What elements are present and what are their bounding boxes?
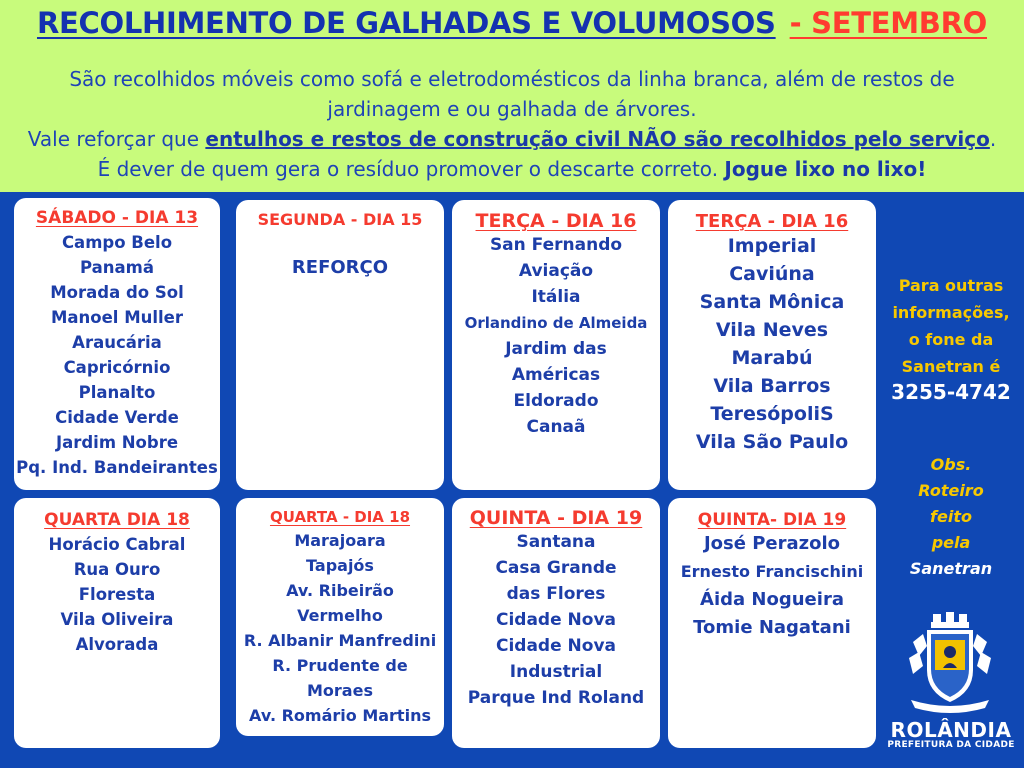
card-title: TERÇA - DIA 16	[475, 210, 637, 232]
intro-text	[0, 64, 1024, 184]
list-item: Pq. Ind. Bandeirantes	[16, 458, 218, 477]
list-item: Aviação	[518, 261, 594, 281]
list-item: Panamá	[80, 258, 154, 277]
list-item: Ernesto Francischini	[680, 562, 864, 581]
list-item: R. Albanir Manfredini	[243, 631, 437, 650]
schedule-card-saturday-13	[14, 198, 220, 490]
contact-line: o fone da	[908, 330, 994, 349]
list-item: Vila Oliveira	[60, 610, 174, 629]
list-item: Tomie Nagatani	[693, 617, 851, 638]
list-item: Orlandino de Almeida	[464, 314, 648, 332]
list-item: Floresta	[78, 585, 156, 604]
schedule-card-tuesday-16-a	[452, 200, 660, 490]
card-title: QUARTA DIA 18	[44, 510, 190, 530]
city-name: ROLÂNDIA	[890, 718, 1012, 742]
obs-line: feito	[930, 507, 972, 526]
card-title: QUARTA - DIA 18	[269, 508, 411, 526]
list-item: Caviúna	[729, 263, 815, 285]
intro-line-3-prefix: Vale reforçar que	[27, 127, 206, 151]
intro-line-3	[0, 124, 1024, 154]
list-item: Av. Romário Martins	[249, 706, 431, 725]
obs-line: Sanetran	[909, 559, 993, 578]
contact-line: Sanetran é	[901, 357, 1001, 376]
phone-number: 3255-4742	[891, 380, 1011, 404]
page-title	[0, 6, 1024, 40]
list-item: Morada do Sol	[50, 283, 184, 302]
list-item: Marajoara	[294, 531, 386, 550]
intro-line-2: jardinagem e ou galhada de árvores.	[327, 97, 697, 121]
schedule-card-wednesday-18-b	[236, 498, 444, 736]
list-item: Jardim das	[505, 339, 607, 359]
list-item: Itália	[531, 287, 581, 307]
list-item: Vila São Paulo	[695, 431, 849, 453]
contact-line: informações,	[892, 303, 1010, 322]
list-item: Cidade Verde	[55, 408, 179, 427]
schedule-card-monday-15	[236, 200, 444, 490]
card-title: SEGUNDA - DIA 15	[257, 210, 423, 229]
list-item: Rua Ouro	[73, 560, 161, 579]
intro-line-4	[0, 154, 1024, 184]
list-item: Campo Belo	[61, 233, 173, 252]
list-item: das Flores	[506, 584, 606, 604]
list-item: Araucária	[72, 333, 162, 352]
contact-info	[878, 272, 1024, 380]
schedule-card-wednesday-18-a	[14, 498, 220, 748]
list-item: Vila Barros	[713, 375, 831, 397]
list-item: Vermelho	[297, 606, 383, 625]
list-item: REFORÇO	[291, 257, 389, 278]
list-item: Cidade Nova	[495, 610, 617, 630]
schedule-card-thursday-19-a	[452, 498, 660, 748]
intro-line-3-suffix: .	[989, 127, 997, 151]
list-item: Manoel Muller	[50, 308, 184, 327]
card-title: TERÇA - DIA 16	[695, 211, 849, 232]
list-item: Horácio Cabral	[48, 535, 186, 554]
list-item: Av. Ribeirão	[286, 581, 394, 600]
list-item: José Perazolo	[703, 533, 841, 554]
city-coat-of-arms-icon	[905, 612, 995, 716]
list-item: Santana	[516, 532, 596, 552]
schedule-card-tuesday-16-b	[668, 200, 876, 490]
list-item: TeresópoliS	[710, 403, 834, 425]
header-banner	[0, 0, 1024, 192]
obs-line: Obs.	[930, 455, 972, 474]
title-main: RECOLHIMENTO DE GALHADAS E VOLUMOSOS	[36, 6, 776, 40]
list-item: Alvorada	[75, 635, 159, 654]
list-item: Imperial	[727, 235, 817, 257]
list-item: Cidade Nova	[495, 636, 617, 656]
title-month: - SETEMBRO	[789, 6, 987, 40]
contact-line: Para outras	[898, 276, 1004, 295]
intro-line-1: São recolhidos móveis como sofá e eletrodomésticos da linha branca, além de restos de	[69, 67, 955, 91]
intro-line-3-strong: entulhos e restos de construção civil NÃO são recolhidos pelo serviço	[205, 127, 990, 151]
card-title: SÁBADO - DIA 13	[35, 208, 199, 228]
intro-line-4-prefix: É dever de quem gera o resíduo promover o descarte correto.	[97, 157, 725, 181]
list-item: Eldorado	[513, 391, 599, 411]
list-item: Áida Nogueira	[700, 589, 844, 610]
list-item: Américas	[511, 365, 601, 385]
city-subtitle: PREFEITURA DA CIDADE	[887, 740, 1015, 750]
intro-line-4-strong: Jogue lixo no lixo!	[724, 157, 927, 181]
list-item: Marabú	[731, 347, 813, 369]
list-item: Tapajós	[306, 556, 374, 575]
list-item: Parque Ind Roland	[467, 688, 645, 708]
list-item: Moraes	[307, 681, 373, 700]
list-item: Jardim Nobre	[55, 433, 179, 452]
obs-line: Roteiro	[918, 481, 984, 500]
card-title: QUINTA- DIA 19	[697, 510, 847, 530]
list-item: Planalto	[78, 383, 156, 402]
list-item: Canaã	[526, 417, 586, 437]
list-item: Santa Mônica	[699, 291, 845, 313]
obs-line: pela	[931, 533, 971, 552]
list-item: Industrial	[509, 662, 603, 682]
schedule-card-thursday-19-b	[668, 498, 876, 748]
list-item: R. Prudente de	[272, 656, 408, 675]
list-item: Capricórnio	[63, 358, 171, 377]
list-item: Vila Neves	[715, 319, 829, 341]
card-title: QUINTA - DIA 19	[469, 507, 643, 529]
list-item: San Fernando	[489, 235, 623, 255]
observation-note	[878, 452, 1024, 582]
list-item: Casa Grande	[495, 558, 617, 578]
